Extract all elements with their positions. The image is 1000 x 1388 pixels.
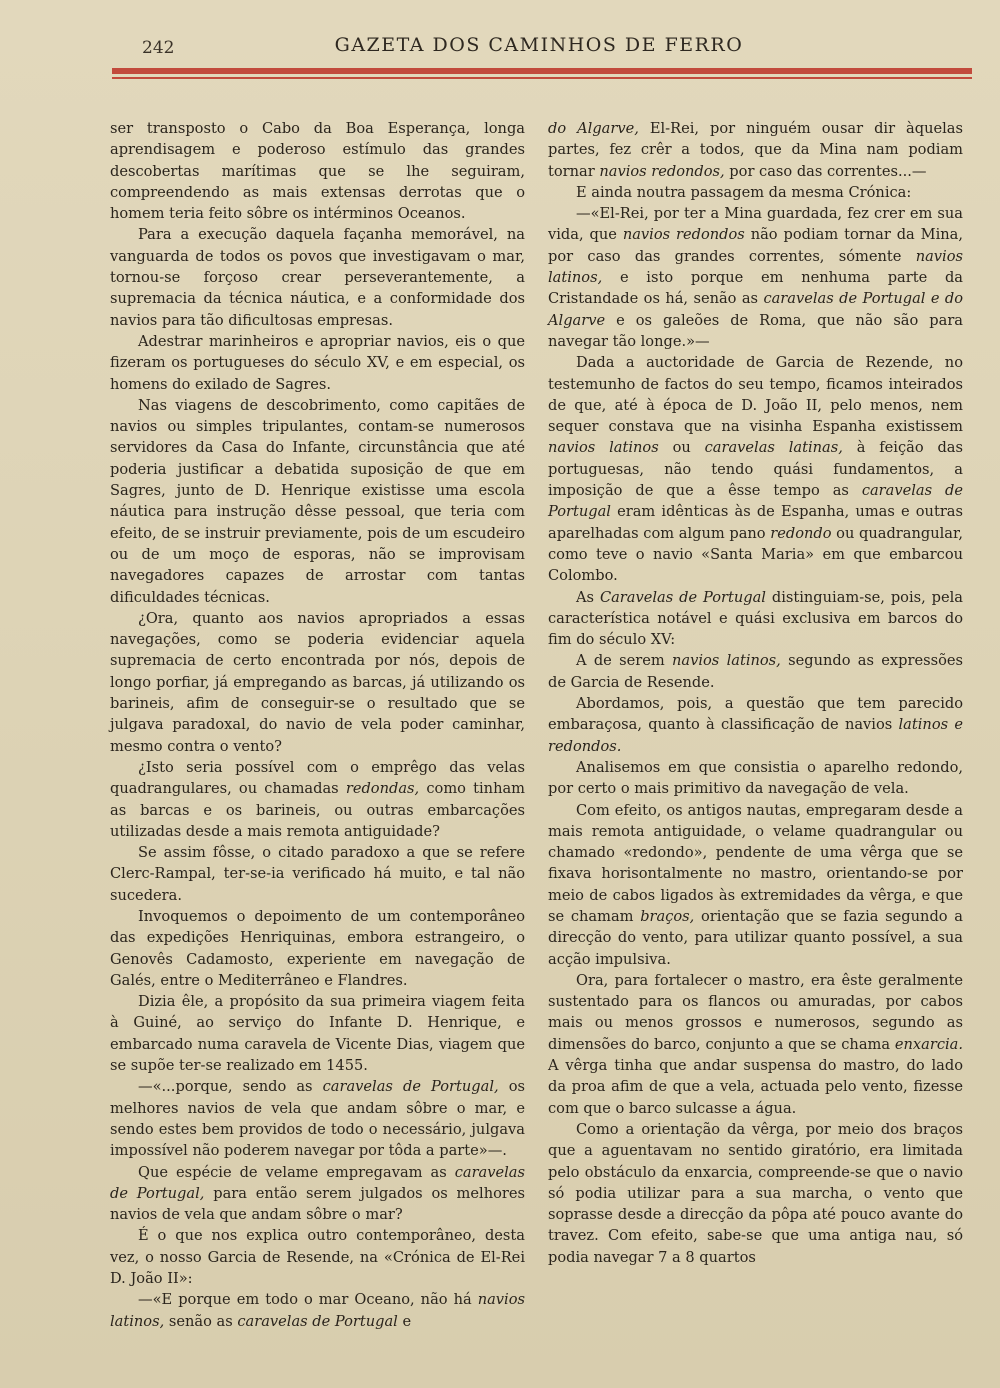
running-title: GAZETA DOS CAMINHOS DE FERRO [334, 34, 744, 56]
paragraph [548, 650, 963, 693]
italic-text: latinos e redondos. [548, 716, 963, 755]
header-rule-thin [112, 77, 972, 79]
italic-text: redondas, [345, 780, 420, 798]
text-run: —«...porque, sendo as [138, 1078, 323, 1096]
paragraph [548, 182, 963, 203]
paragraph [110, 757, 525, 842]
paragraph [548, 693, 963, 757]
paragraph [110, 991, 525, 1076]
text-run: Ora, para fortalecer o mastro, era êste geralmente sustentado para os flancos ou amuradas, por cabos mais ou menos grossos e numerosos, segundo as dimensões do barco, conjunto a que se chama [548, 971, 963, 1053]
paragraph [110, 331, 525, 395]
text-run: ou quadrangular, como teve o navio «Santa Maria» em que embarcou Colombo. [548, 524, 964, 585]
paragraph [110, 608, 525, 757]
text-run: distinguiam-se, pois, pela característica notável e quási exclusiva em barcos do fim do século XV: [548, 588, 964, 649]
paragraph [548, 800, 963, 970]
paragraph [110, 1289, 525, 1332]
text-run: ¿Ora, quanto aos navios apropriados a essas navegações, como se poderia evidenciar aquela supremacia de certo encontrada por nós, depois de longo porfiar, já empregando as barcas, já utilizando os barineis, afim de conseguir-se o resultado que se julgava paradoxal, do navio de vela poder caminhar, mesmo contra o vento? [110, 609, 525, 755]
italic-text: navios latinos, [110, 1291, 525, 1330]
left-column [110, 118, 525, 1332]
italic-text: navios redondos, [599, 162, 725, 180]
italic-text: navios latinos, [672, 652, 781, 670]
text-run: e os galeões de Roma, que não são para navegar tão longe.»— [548, 311, 963, 350]
text-run: ser transposto o Cabo da Boa Esperança, longa aprendisagem e poderoso estímulo das grandes descobertas marítimas que se lhe seguiram, compreendendo as mais extensas derrotas que o homem teria feito sôbre os intérminos Oceanos. [110, 120, 525, 223]
right-column [548, 118, 963, 1268]
text-run: Adestrar marinheiros e apropriar navios, eis o que fizeram os portugueses do século XV, e em especial, os homens do exilado de Sagres. [110, 332, 525, 393]
text-run: e [397, 1312, 412, 1330]
text-run: senão as [164, 1312, 238, 1330]
text-run: Dizia êle, a propósito da sua primeira viagem feita à Guiné, ao serviço do Infante D. Henrique, e embarcado numa caravela de Vicente Dias, viagem que se supõe ter-se realizado em 1455. [110, 993, 525, 1075]
italic-text: caravelas de Portugal [548, 482, 963, 521]
text-run: Nas viagens de descobrimento, como capitães de navios ou simples tripulantes, contam-se numerosos servidores da Casa do Infante, circunstância que até poderia justificar a debatida suposição de que em Sagres, junto de D. Henrique existisse uma escola náutica para instrução dêsse pessoal, que teria com efeito, de se instruir previamente, pois de um escudeiro ou de um moço de esporas, não se improvisam navegadores capazes de arrostar com tantas dificuldades técnicas. [110, 396, 525, 606]
paragraph [110, 842, 525, 906]
text-run: como tinham as barcas e os barineis, ou outras embarcações utilizadas desde a mais remota antiguidade? [110, 780, 526, 840]
text-run: Analisemos em que consistia o aparelho redondo, por certo o mais primitivo da navegação de vela. [548, 758, 963, 798]
text-run: El-Rei, por ninguém ousar dir àquelas partes, fez crêr a todos, que da Mina nam podiam tornar [548, 120, 963, 180]
italic-text: do Algarve, [548, 120, 639, 137]
paragraph [548, 118, 963, 182]
italic-text: caravelas latinas, [704, 439, 843, 457]
text-run: Com efeito, os antigos nautas, empregaram desde a mais remota antiguidade, o velame quadrangular ou chamado «redondo», pendente de uma vêrga que se fixava horisontalmente no mastro, orientando-se por meio de cabos ligados às extremidades da vêrga, e que se chamam [548, 801, 963, 925]
text-run: As [576, 588, 600, 606]
paragraph [110, 118, 525, 224]
paragraph [548, 203, 963, 352]
text-run: E ainda noutra passagem da mesma Crónica: [576, 183, 912, 201]
italic-text: braços, [640, 907, 695, 925]
italic-text: caravelas de Portugal, [110, 1163, 525, 1202]
text-run: ou [658, 439, 705, 457]
paragraph [548, 352, 963, 586]
page-number: 242 [142, 38, 175, 58]
text-run: Invoquemos o depoimento de um contemporâneo das expedições Henriquinas, embora estrangeiro, o Genovês Cadamosto, experiente em navegação de Galés, entre o Mediterrâneo e Flandres. [110, 907, 525, 989]
page-header [112, 30, 966, 64]
italic-text: navios latinos [548, 439, 659, 457]
paragraph [110, 224, 525, 330]
italic-text: navios redondos [622, 226, 745, 244]
text-run: à feição das portuguesas, não tendo quási fundamentos, a imposição de que a êsse tempo as [548, 439, 963, 500]
paragraph [548, 970, 963, 1119]
text-run: os melhores navios de vela que andam sôbre o mar, e sendo estes bem providos de todo o necessário, julgava impossível não poderem navegar por tôda a parte»—. [110, 1078, 525, 1160]
text-run: —«E porque em todo o mar Oceano, não há [138, 1291, 478, 1309]
italic-text: enxarcia. [894, 1035, 963, 1053]
text-run: não podiam tornar da Mina, por caso das grandes correntes, sómente [548, 226, 964, 265]
italic-text: caravelas de Portugal, [322, 1078, 499, 1096]
paragraph [548, 757, 963, 800]
text-run: Para a execução daquela façanha memorável, na vanguarda de todos os povos que investigavam o mar, tornou-se forçoso crear perseverantemente, a supremacia da técnica náutica, e a conformidade dos navios para tão dificultosas empresas. [110, 226, 525, 329]
text-run: por caso das correntes...— [724, 162, 927, 180]
text-run: A vêrga tinha que andar suspensa do mastro, do lado da proa afim de que a vela, actuada pelo vento, fizesse com que o barco sulcasse a água. [548, 1057, 963, 1117]
paragraph [548, 587, 963, 651]
text-run: Dada a auctoridade de Garcia de Rezende, no testemunho de factos do seu tempo, ficamos inteirados de que, até à época de D. João II, pelo menos, nem sequer constava que na visinha Espanha existissem [548, 354, 963, 436]
text-run: A de serem [576, 652, 672, 670]
text-run: É o que nos explica outro contemporâneo, desta vez, o nosso Garcia de Resende, na «Crónica de El-Rei D. João II»: [110, 1227, 525, 1288]
italic-text: navios latinos, [548, 247, 963, 287]
text-run: Se assim fôsse, o citado paradoxo a que se refere Clerc-Rampal, ter-se-ia verificado há muito, e tal não sucedera. [110, 844, 525, 904]
header-rule-thick [112, 68, 972, 74]
text-run: e isto porque em nenhuma parte da Cristandade os há, senão as [548, 269, 963, 308]
paragraph [110, 1076, 525, 1161]
text-run: Abordamos, pois, a questão que tem parecido embaraçosa, quanto à classificação de navios [548, 695, 963, 734]
paragraph [110, 1225, 525, 1289]
paragraph [110, 1162, 525, 1226]
italic-text: Caravelas de Portugal [599, 588, 766, 606]
text-run: ¿Isto seria possível com o emprêgo das velas quadrangulares, ou chamadas [110, 758, 525, 798]
paragraph [110, 906, 525, 991]
text-run: para então serem julgados os melhores navios de vela que andam sôbre o mar? [110, 1184, 525, 1224]
text-run: Que espécie de velame empregavam as [138, 1163, 455, 1181]
text-run: eram idênticas às de Espanha, umas e outras aparelhadas com algum pano [548, 503, 963, 542]
text-run: orientação que se fazia segundo a direcção do vento, para utilizar quanto possível, a sua acção impulsiva. [548, 907, 963, 968]
paragraph [110, 395, 525, 608]
text-run: —«El-Rei, por ter a Mina guardada, fez crer em sua vida, que [548, 205, 963, 244]
text-run: Como a orientação da vêrga, por meio dos braços que a aguentavam no sentido giratório, era limitada pelo obstáculo da enxarcia, compreende-se que o navio só podia utilizar para a sua marcha, o vento que soprasse desde a direcção da pôpa até pouco avante do travez. Com efeito, sabe-se que uma antiga nau, só podia navegar 7 a 8 quartos [548, 1120, 963, 1266]
italic-text: caravelas de Portugal [237, 1312, 398, 1330]
text-run: segundo as expressões de Garcia de Resende. [548, 652, 964, 691]
italic-text: redondo [770, 524, 832, 542]
paragraph [548, 1119, 963, 1268]
italic-text: caravelas de Portugal e do Algarve [548, 290, 963, 329]
